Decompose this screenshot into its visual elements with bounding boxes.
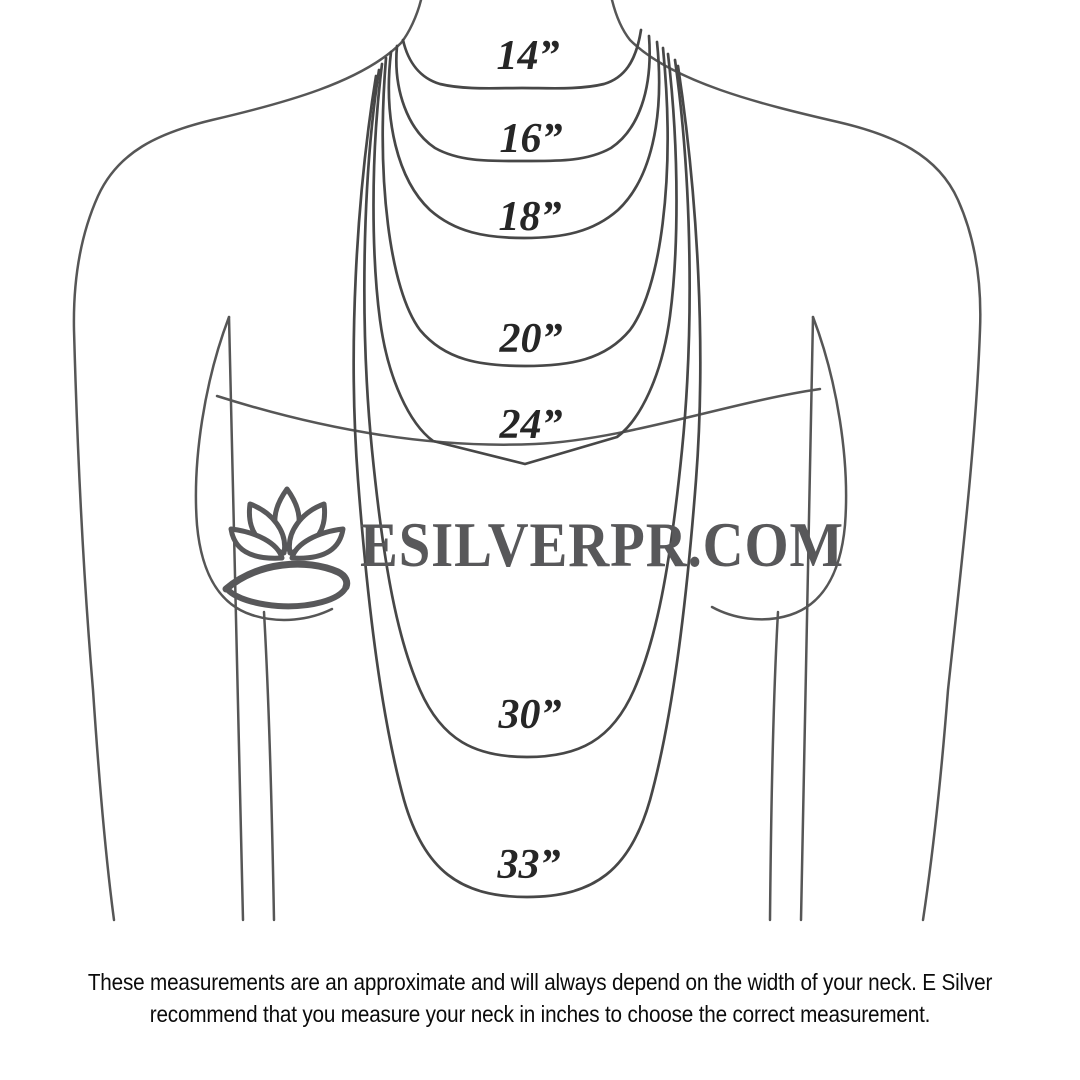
necklace-size-label-20: 20” bbox=[499, 316, 563, 362]
necklace-size-label-18: 18” bbox=[498, 194, 562, 240]
neck-shoulder-arm-left-line bbox=[74, 0, 421, 920]
necklace-size-label-24: 24” bbox=[499, 402, 563, 448]
measurement-note-line2: recommend that you measure your neck in inches to choose the correct measurement. bbox=[149, 1001, 931, 1027]
lotus-swoosh-upper bbox=[226, 564, 347, 589]
lotus-swoosh bbox=[226, 564, 347, 606]
torso-side-left-line bbox=[264, 612, 274, 920]
necklace-size-label-14: 14” bbox=[496, 33, 560, 79]
necklace-size-label-30: 30” bbox=[498, 692, 562, 738]
necklace-size-label-33: 33” bbox=[497, 842, 561, 888]
necklace-33-loop bbox=[354, 66, 701, 897]
watermark bbox=[226, 489, 844, 606]
watermark-brand-text: ESILVERPR.COM bbox=[360, 509, 844, 580]
arm-inner-left-line bbox=[229, 317, 243, 920]
lotus-swoosh-lower bbox=[228, 587, 346, 606]
lotus-flower-icon bbox=[231, 489, 343, 558]
necklace-size-label-16: 16” bbox=[499, 116, 563, 162]
measurement-note-line1: These measurements are an approximate and will always depend on the width of your neck. E Silver bbox=[87, 969, 993, 995]
torso-side-right-line bbox=[770, 612, 778, 920]
arm-inner-right-line bbox=[801, 317, 813, 920]
breast-left-curve bbox=[196, 317, 332, 620]
measurement-note bbox=[54, 966, 1026, 1030]
